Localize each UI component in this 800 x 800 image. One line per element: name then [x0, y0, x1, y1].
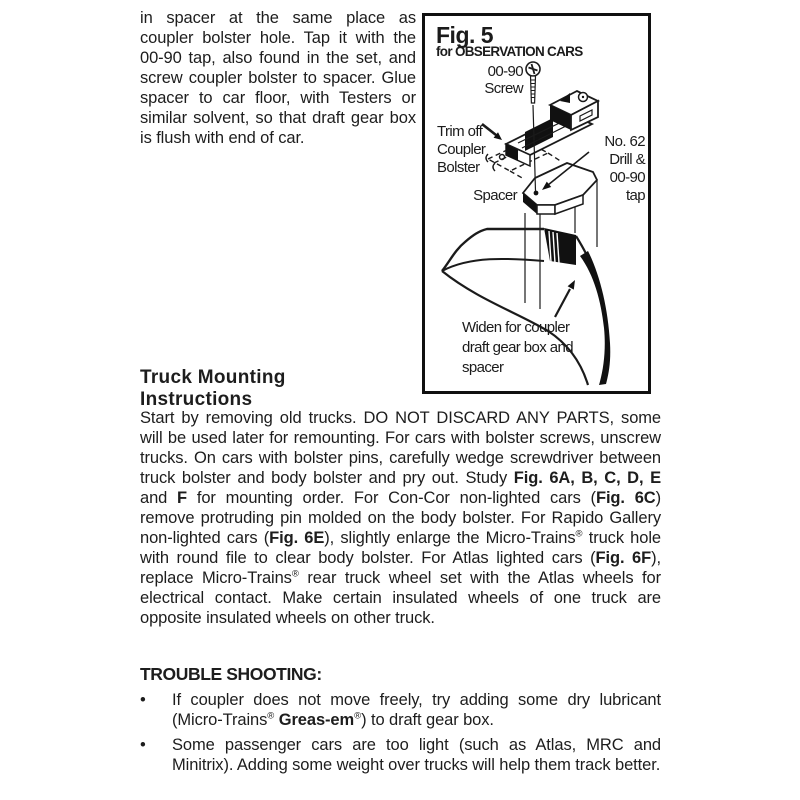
trim-arrow-icon — [482, 124, 502, 140]
intro-paragraph: in spacer at the same place as coupler bolster hole. Tap it with the 00-90 tap, also found in the set, and screw coupler bolster to spacer. Glue spacer to car floor, with Testers or similar solvent, so that draft gear box is flush with end of car. — [140, 9, 416, 147]
svg-text:Trim off: Trim off — [437, 123, 483, 140]
svg-text:Bolster: Bolster — [437, 159, 480, 176]
figure5-box — [422, 13, 651, 394]
screw-label — [484, 63, 523, 97]
svg-text:draft gear box and: draft gear box and — [462, 339, 573, 356]
bullet-marker: • — [140, 691, 146, 709]
bullet-text: If coupler does not move freely, try adding some dry lubricant (Micro-Trains® Greas-em®) to draft gear box. — [172, 691, 661, 729]
bullet-marker: • — [140, 736, 146, 754]
figure-subtitle: for OBSERVATION CARS — [436, 44, 583, 59]
svg-text:Widen for coupler: Widen for coupler — [462, 319, 570, 336]
svg-text:Screw: Screw — [484, 80, 523, 97]
widen-label — [462, 319, 573, 376]
bullet-text: Some passenger cars are too light (such as Atlas, MRC and Minitrix). Adding some weight over trucks will help them track better. — [172, 736, 661, 774]
spacer-label: Spacer — [473, 187, 517, 204]
spacer-drawing — [523, 163, 597, 214]
svg-text:00-90: 00-90 — [487, 63, 523, 80]
svg-text:Coupler: Coupler — [437, 141, 486, 158]
heading-line: Truck Mounting — [140, 367, 286, 388]
svg-text:No. 62: No. 62 — [604, 133, 645, 150]
svg-text:spacer: spacer — [462, 359, 504, 376]
svg-text:tap: tap — [625, 187, 645, 204]
troubleshooting-list — [140, 690, 661, 775]
drill-label — [604, 133, 645, 204]
list-item — [140, 735, 661, 775]
list-item — [140, 690, 661, 730]
figure5-illustration — [425, 16, 648, 391]
troubleshooting-heading: TROUBLE SHOOTING: — [140, 664, 322, 684]
svg-text:Drill &: Drill & — [609, 151, 645, 168]
widen-arrow-icon — [555, 280, 575, 317]
drill-hole — [534, 191, 539, 196]
heading-line: Instructions — [140, 388, 253, 410]
figure-title: Fig. 5 — [436, 22, 494, 48]
truck-mounting-body: Start by removing old trucks. DO NOT DISCARD ANY PARTS, some will be used later for remounting. For cars with bolster screws, unscrew trucks. On cars with bolster pins, carefully wedge screwdriver between truck bolster and body bolster and pry out. Study Fig. 6A, B, C, D, E and F for mounting order. For Con-Cor non-lighted cars (Fig. 6C) remove protruding pin molded on the body bolster. For Rapido Gallery non-lighted cars (Fig. 6E), slightly enlarge the Micro-Trains® truck hole with round file to clear body bolster. For Atlas lighted cars (Fig. 6F), replace Micro-Trains® rear truck wheel set with the Atlas wheels for electrical contact. Make certain insulated wheels of one truck are opposite insulated wheels on other truck. — [140, 409, 662, 627]
trim-label — [437, 123, 486, 176]
truck-mounting-heading — [140, 367, 286, 410]
svg-text:00-90: 00-90 — [609, 169, 645, 186]
